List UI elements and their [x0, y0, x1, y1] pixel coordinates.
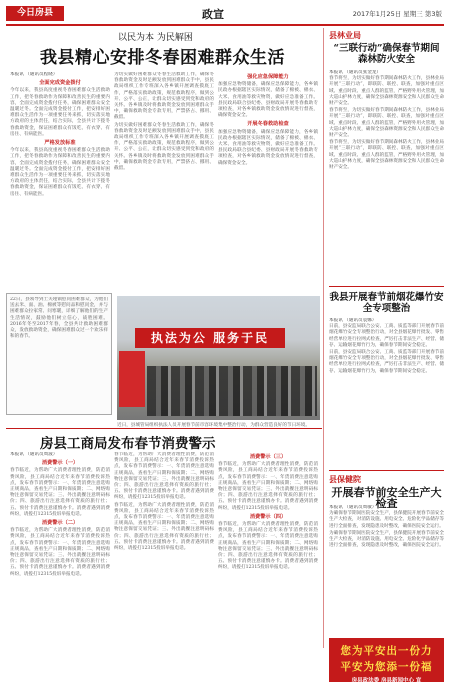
- lead-paragraph-2b: 为切实做好困难群众冬春生活救助工作，确保冬春救助资金及时足额发放到困难群众手中，县民政局组织工作专班深入各乡镇开展调查摸底工作，严格落实救助政策，规范救助程序，做到公开、公平、公正，让群众切实感受到党和政府的关怀。各乡镇及时将救助资金发放到困难群众手中，确保救助资金专款专用，严禁挤占、挪用、截留。: [114, 122, 214, 172]
- lead-subhead-3: 强化应急保障能力: [247, 74, 289, 80]
- sub-paragraph-3b: 春节临近，为帮助广大消费者理性消费，防范消费风险，县工商局结合近年来春节消费投诉热点，发布春节消费警示：一、年货消费注意选购正规商品，查看生产日期和保质期；二、网络购物注意保留交易凭证；三、外出就餐注意明码标价；四、旅游出行注意选择有资质的旅行社；五、预付卡消费注意谨慎办卡。消费者遇到消费纠纷，请拨打12315投诉举报电话。: [218, 522, 318, 571]
- side-article-3-paragraph-b: 为确保春节期间医院安全生产，县保健院开展春节前安全生产大检查，对消防设施、用电安全、危险化学品储存等进行全面排查，发现隐患及时整改，确保医院安全运行。: [329, 530, 444, 549]
- sub-head-4: 消费警示（四）: [249, 513, 287, 520]
- side-article-2-paragraph: 日前，县安监局联合公安、工商、质监等部门开展春节前烟花爆竹安全专项整治行动，对全县烟花爆竹批发、零售经营单位进行拉网式检查，严厉打击非法生产、经营、储存、运输烟花爆竹行为，确保春节期间安全稳定。: [329, 324, 444, 348]
- photo-banner: 执法为公 服务于民: [135, 328, 285, 348]
- lead-paragraph-2: 为切实做好困难群众冬春生活救助工作，确保冬春救助资金及时足额发放到困难群众手中，县民政局组织工作专班深入各乡镇开展调查摸底工作，严格落实救助政策，规范救助程序，做到公开、公平、公正，让群众切实感受到党和政府的关怀。各乡镇及时将救助资金发放到困难群众手中，确保救助资金专款专用，严禁挤占、挪用、截留。: [114, 72, 214, 121]
- masthead: [6, 6, 444, 26]
- sub-paragraph-2: 春节临近，为帮助广大消费者理性消费，防范消费风险，县工商局结合近年来春节消费投诉热点，发布春节消费警示：一、年货消费注意选购正规商品，查看生产日期和保质期；二、网络购物注意保留交易凭证；三、外出就餐注意明码标价；四、旅游出行注意选择有资质的旅行社；五、预付卡消费注意谨慎办卡。消费者遇到消费纠纷，请拨打12315投诉举报电话。: [114, 452, 214, 501]
- lead-column-3: [218, 72, 318, 287]
- side-article-1-paragraph-c: 春节将至，为切实做好春节期间森林防火工作，县林业局开展“三联行动”，即联防、联控、联查，加强对重点区域、重点时段、重点人群的监管，严格野外用火管理，加大巡山护林力度，确保全县森林资源安全和人民群众生命财产安全。: [329, 140, 444, 171]
- photo-crowd: [147, 366, 317, 416]
- side-rule-1: [329, 286, 444, 287]
- column-divider: [323, 28, 324, 648]
- side-article-3-section: 县保健院: [329, 474, 361, 484]
- side-article-3-paragraph: 为确保春节期间医院安全生产，县保健院开展春节前安全生产大检查，对消防设施、用电安全、危险化学品储存等进行全面排查，发现隐患及时整改，确保医院安全运行。: [329, 511, 444, 529]
- issue-page: 第3版: [424, 10, 442, 18]
- side-article-2-title: 我县开展春节前烟花爆竹安全专项整治: [329, 292, 444, 314]
- ad-line-2: 平安为您添一份福: [340, 661, 433, 673]
- sub-column-2: [114, 452, 214, 684]
- issue-meta: [353, 9, 442, 18]
- lead-paragraph-3: 加强应急物资储备，确保应急保障能力，各乡镇民政办根据辖区实际情况，储备了棉被、棉衣、大米、食用油等救灾物资，做好应急准备工作。县民政局联合县纪委、县财政局开展冬春救助专项检查，对各乡镇救助资金发放情况进行督查，确保资金安全。: [218, 82, 318, 119]
- sub-paragraph-1: 春节临近，为帮助广大消费者理性消费，防范消费风险，县工商局结合近年来春节消费投诉热点，发布春节消费警示：一、年货消费注意选购正规商品，查看生产日期和保质期；二、网络购物注意保留交易凭证；三、外出就餐注意明码标价；四、旅游出行注意选择有资质的旅行社；五、预付卡消费注意谨慎办卡。消费者遇到消费纠纷，请拨打12315投诉举报电话。: [10, 468, 110, 517]
- lead-subtitle: 以民为本 为民解困: [118, 33, 193, 43]
- news-photo: [117, 296, 320, 420]
- side-article-1-section: 县林业局: [329, 30, 361, 40]
- photo-caption: 近日，县城管局组织执法人员开展春节前市容环境集中整治行动，为群众营造良好的节日环境。: [117, 423, 310, 428]
- lead-subhead-2: 严格发放标准: [44, 140, 76, 147]
- sub-column-1: [10, 452, 110, 684]
- sub-paragraph-1b: 春节临近，为帮助广大消费者理性消费，防范消费风险，县工商局结合近年来春节消费投诉热点，发布春节消费警示：一、年货消费注意选购正规商品，查看生产日期和保质期；二、网络购物注意保留交易凭证；三、外出就餐注意明码标价；四、旅游出行注意选择有资质的旅行社；五、预付卡消费注意谨慎办卡。消费者遇到消费纠纷，请拨打12315投诉举报电话。: [10, 528, 110, 577]
- ad-line-1: 您为平安出一份力: [340, 645, 433, 657]
- section-title: 政宣: [202, 8, 224, 21]
- photo-sidebar-box: [6, 293, 112, 415]
- side-article-1-paragraph: 春节将至，为切实做好春节期间森林防火工作，县林业局开展“三联行动”，即联防、联控、联查，加强对重点区域、重点时段、重点人群的监管，严格野外用火管理，加大巡山护林力度，确保全县森林资源安全和人民群众生命财产安全。: [329, 76, 444, 107]
- public-service-ad: [329, 638, 444, 682]
- side-article-3-byline: 本报讯 （通讯员周敏）: [329, 505, 377, 510]
- sub-byline: 本报讯 （通讯员周波）: [10, 452, 58, 457]
- lead-column-2: [114, 72, 214, 287]
- ad-line-3: 房县政法委 房县新闻中心 宣: [351, 678, 422, 684]
- photo-sidebar-text: 22日，县领导到土关垭镇慰问困难群众，为他们送去米、面、油、棉被等慰问品和慰问金，并与困难群众拉家常、问寒暖，详细了解他们的生产生活情况，鼓励他们树立信心，战胜困难。2016年冬至2017年春，全县共计救助困难群众，发放救助资金，确保困难群众过一个欢乐祥和的春节。: [10, 297, 108, 340]
- sub-paragraph-3: 春节临近，为帮助广大消费者理性消费，防范消费风险，县工商局结合近年来春节消费投诉热点，发布春节消费警示：一、年货消费注意选购正规商品，查看生产日期和保质期；二、网络购物注意保留交易凭证；三、外出就餐注意明码标价；四、旅游出行注意选择有资质的旅行社；五、预付卡消费注意谨慎办卡。消费者遇到消费纠纷，请拨打12315投诉举报电话。: [218, 462, 318, 511]
- sub-head-1: 消费警示（一）: [41, 460, 79, 467]
- sub-paragraph-2b: 春节临近，为帮助广大消费者理性消费，防范消费风险，县工商局结合近年来春节消费投诉热点，发布春节消费警示：一、年货消费注意选购正规商品，查看生产日期和保质期；二、网络购物注意保留交易凭证；三、外出就餐注意明码标价；四、旅游出行注意选择有资质的旅行社；五、预付卡消费注意谨慎办卡。消费者遇到消费纠纷，请拨打12315投诉举报电话。: [114, 502, 214, 552]
- section-rule: [6, 428, 322, 429]
- lead-title: 我县精心安排冬春困难群众生活: [40, 48, 285, 68]
- side-article-1-title: “三联行动”确保春节期间森林防火安全: [333, 43, 440, 65]
- side-article-3-body: [329, 505, 444, 633]
- side-article-3-title: 开展春节前安全生产大检查: [331, 486, 442, 510]
- side-article-2-byline: 本报讯 （通讯员袁娜）: [329, 318, 377, 323]
- sub-column-3: [218, 452, 318, 684]
- lead-subhead-1: 全面完成资金拨付: [39, 80, 81, 87]
- lead-paragraph-3b: 加强应急物资储备，确保应急保障能力，各乡镇民政办根据辖区实际情况，储备了棉被、棉衣、大米、食用油等救灾物资，做好应急准备工作。县民政局联合县纪委、县财政局开展冬春救助专项检查，对各乡镇救助资金发放情况进行督查，确保资金安全。: [218, 129, 318, 166]
- lead-paragraph-1: 今年以来，我县高度重视冬春困难群众生活救助工作，把冬春救助作为保障和改善民生的重要内容，全面完成资金拨付任务，确保困难群众安全温暖过冬。全面完成资金拨付工作，把安排好困难群众生活作为一项重要任务来抓，切实落实地方政府的主体责任，结合实际，全县共计下拨冬春救助资金，保证困难群众有饭吃、有衣穿、有房住、有病能医。: [10, 88, 110, 137]
- lead-subhead-4: 开展冬春救助检查: [247, 121, 289, 128]
- lead-paragraph-1b: 今年以来，我县高度重视冬春困难群众生活救助工作，把冬春救助作为保障和改善民生的重要内容，全面完成资金拨付任务，确保困难群众安全温暖过冬。全面完成资金拨付工作，把安排好困难群众生活作为一项重要任务来抓，切实落实地方政府的主体责任，结合实际，全县共计下拨冬春救助资金，保证困难群众有饭吃、有衣穿、有房住、有病能医。: [10, 148, 110, 197]
- side-article-2-body: [329, 318, 444, 466]
- side-article-2-paragraph-b: 日前，县安监局联合公安、工商、质监等部门开展春节前烟花爆竹安全专项整治行动，对全县烟花爆竹批发、零售经营单位进行拉网式检查，严厉打击非法生产、经营、储存、运输烟花爆竹行为，确保春节期间安全稳定。: [329, 350, 444, 374]
- lead-column-1: [10, 72, 110, 287]
- lead-byline: 本报讯 （通讯员程晓）: [10, 72, 58, 77]
- side-article-1-body: [329, 70, 444, 282]
- sub-head-3: 消费警示（三）: [249, 454, 287, 460]
- sub-head-2: 消费警示（二）: [41, 520, 79, 527]
- sub-article-title: 房县工商局发布春节消费警示: [40, 436, 216, 452]
- photo-poster: [119, 351, 145, 407]
- newspaper-logo: 今日房县: [6, 6, 64, 21]
- issue-date: 2017年1月25日: [352, 10, 402, 18]
- side-article-1-byline: 本报讯 （通讯员张金龙）: [329, 70, 381, 75]
- side-rule-2: [329, 470, 444, 471]
- issue-weekday: 星期三: [403, 10, 423, 18]
- side-article-1-paragraph-b: 春节将至，为切实做好春节期间森林防火工作，县林业局开展“三联行动”，即联防、联控、联查，加强对重点区域、重点时段、重点人群的监管，严格野外用火管理，加大巡山护林力度，确保全县森林资源安全和人民群众生命财产安全。: [329, 108, 444, 139]
